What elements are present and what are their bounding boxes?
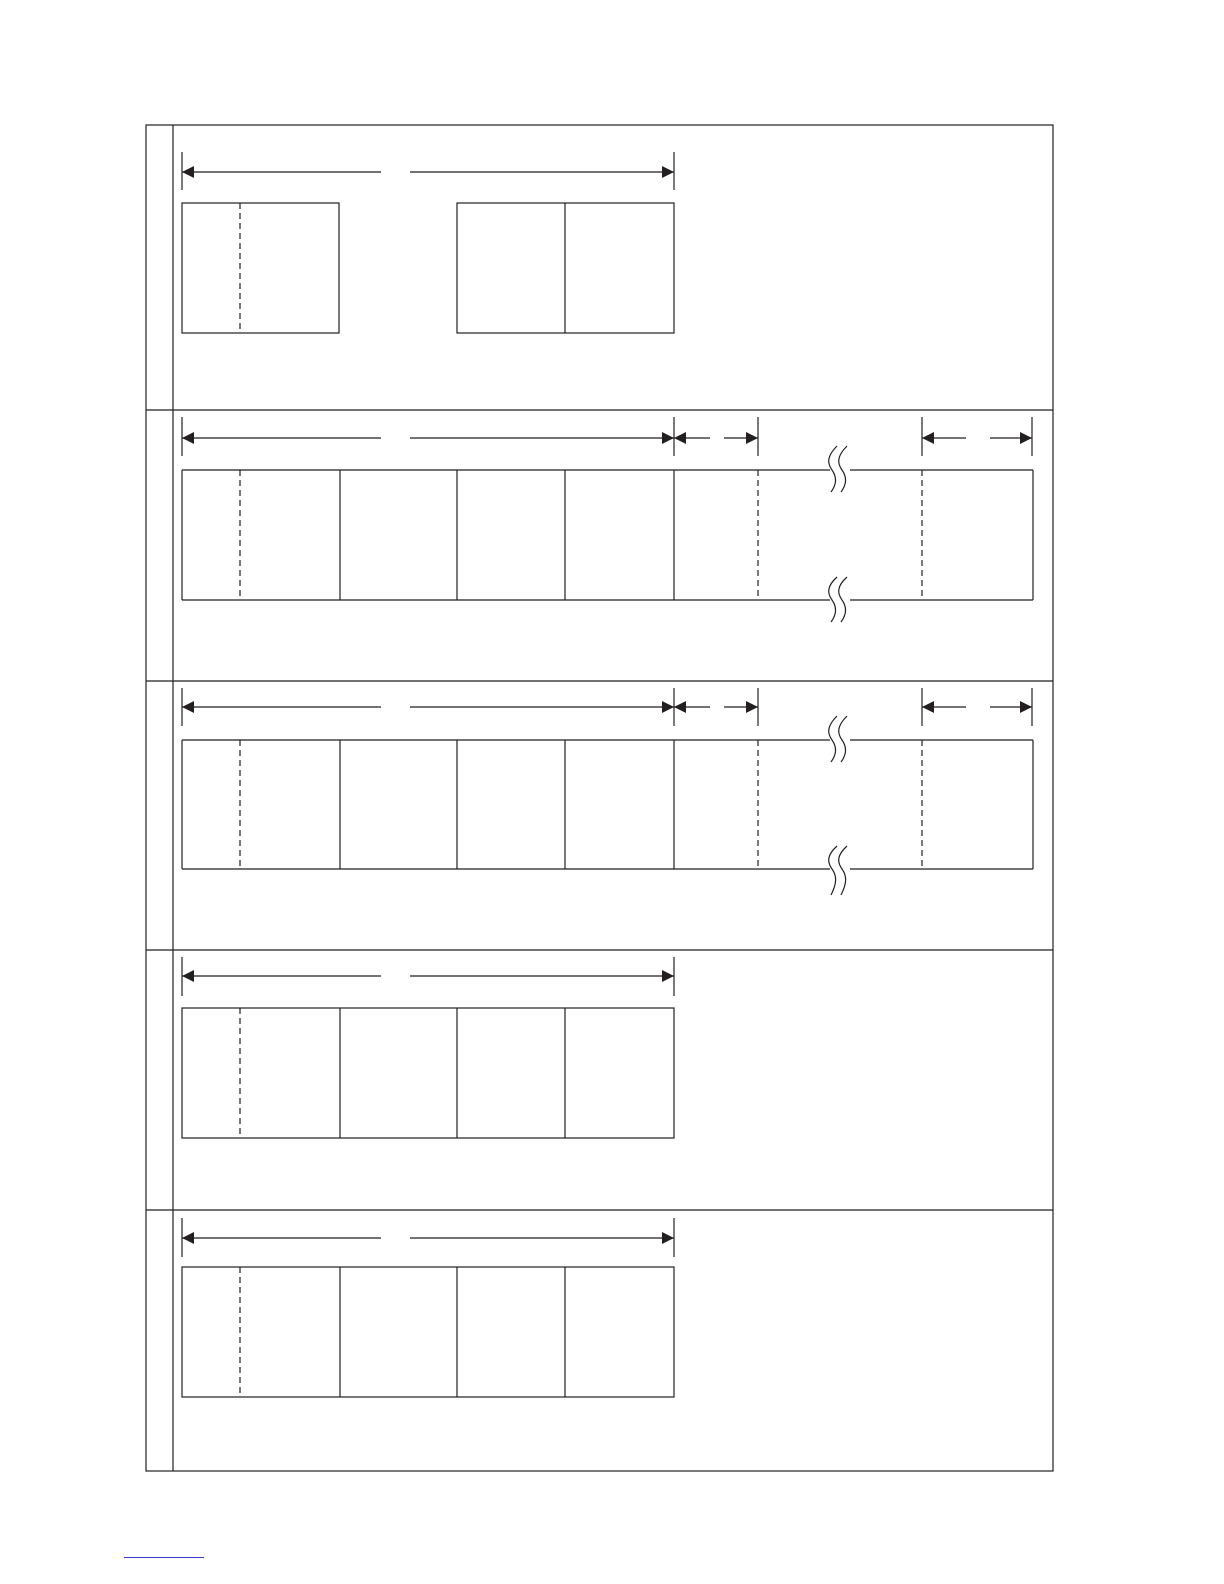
panel-4 bbox=[182, 957, 674, 1138]
panel-2 bbox=[182, 417, 1033, 622]
panel-5 bbox=[182, 1218, 674, 1397]
frame-block-left bbox=[182, 203, 339, 333]
dimension-arrow-end bbox=[922, 417, 1032, 456]
outer-frame bbox=[146, 125, 1053, 1471]
dimension-arrow bbox=[182, 1218, 674, 1257]
dimension-arrow-main bbox=[182, 688, 674, 726]
dimension-arrow-main bbox=[182, 417, 674, 456]
frame-sequence bbox=[182, 1267, 674, 1397]
panel-separators bbox=[146, 410, 1053, 1210]
frame-sequence bbox=[182, 470, 1033, 600]
panel-1 bbox=[182, 152, 674, 333]
footer-rule bbox=[124, 1557, 204, 1558]
dimension-arrow bbox=[182, 152, 674, 190]
dimension-arrow-small bbox=[674, 688, 758, 726]
dimension-arrow-small bbox=[674, 417, 758, 456]
frame-sequence bbox=[182, 1008, 674, 1138]
dimension-arrow-end bbox=[922, 688, 1032, 726]
panel-3 bbox=[182, 688, 1033, 895]
break-mark-top bbox=[829, 446, 847, 492]
break-mark-bottom bbox=[829, 577, 847, 622]
frame-sequence bbox=[182, 740, 1033, 869]
dimension-arrow bbox=[182, 957, 674, 996]
break-mark-top bbox=[829, 716, 847, 762]
break-mark-bottom bbox=[829, 846, 847, 895]
